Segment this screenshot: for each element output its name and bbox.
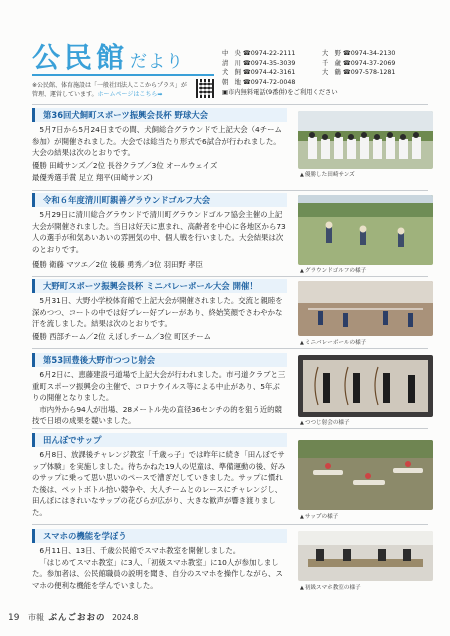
article-result: 優勝 衛藤 マツエ／2位 後藤 勇秀／3位 羽田野 孝臣 <box>32 260 203 270</box>
contact-ono: 大 野 ☎0974-34-2130 <box>322 50 396 57</box>
divider <box>32 524 428 525</box>
divider <box>32 104 428 105</box>
contacts-footnote: ▣市内無料電話(9番併)をご利用ください <box>222 89 338 96</box>
note-text: ※公民館、体育施設は「一般社団法人ここからプラス」が管理、運営しています。 <box>32 82 187 98</box>
photo-caption: ▲グラウンドゴルフの様子 <box>300 268 367 274</box>
article-body <box>32 369 287 427</box>
article-text: 6月8日、放課後チャレンジ教室「千歳っ子」では昨年に続き「田んぼでサップ体験」を実施しました。待ちかねた19人の児童は、準備運動の後、好みのサップに乗って思い思いのペースで漕ぎだしていきました。サップに慣れた後は、ペットボトル拾い競争や、大人チームとのレースにチャレンジし、田んぼにはきれいなサップの花びらが広がり、大きな歓声が響き渡りました。 <box>32 450 286 517</box>
baseball-team-photo <box>298 111 433 169</box>
divider <box>32 190 428 191</box>
article-title: 第53回豊後大野市つつじ射会 <box>32 353 287 367</box>
article-title: スマホの機能を学ぼう <box>32 529 287 543</box>
article-text: 市内外から94人が出場、28メートル先の直径36センチの的を狙う近的競技で日頃の成果を競いました。 <box>32 404 282 426</box>
photo-caption: ▲ミニバレーボールの様子 <box>300 340 367 346</box>
sup-photo <box>298 440 433 510</box>
article-body <box>32 545 287 591</box>
photo-caption: ▲サップの様子 <box>300 514 339 520</box>
title-underline <box>32 74 214 76</box>
magazine-label: 市報 <box>28 613 44 622</box>
homepage-link[interactable]: ホームページはこちら➡ <box>97 91 163 98</box>
smartphone-class-photo <box>298 531 433 581</box>
article-result: 優勝 西部チーム／2位 えぼしチーム／3位 町区チーム <box>32 331 212 341</box>
article-text: 「はじめてスマホ教室」に3人、「初級スマホ教室」に10人が参加しました。参加者は、公民館職員の説明を聞き、自分のスマホを操作しながら、スマホの便利な機能を学んでいました。 <box>32 557 283 590</box>
groundgolf-photo <box>298 195 433 265</box>
newsletter-title <box>32 36 184 76</box>
qr-code-icon[interactable] <box>196 79 215 98</box>
divider <box>32 276 428 277</box>
divider <box>32 348 428 349</box>
magazine-name: ぶんごおおの <box>48 613 106 623</box>
article-text: 6月2日に、恵藤建設弓道場で上記大会が行われました。市弓道クラブと三重町スポーツ振興会の主催で、コロナウイルス等による中止があり、5年ぶりの開催となりました。 <box>32 370 286 403</box>
photo-caption: ▲初級スマホ教室の様子 <box>300 585 361 591</box>
divider <box>32 428 428 429</box>
article-body <box>32 209 287 271</box>
article-title: 田んぼでサップ <box>32 433 287 447</box>
article-title: 大野町スポーツ振興会長杯 ミニバレーボール大会 開催！ <box>32 279 287 293</box>
contact-kiyokawa: 清 川 ☎0974-35-3039 <box>222 59 296 67</box>
contact-chuo: 中 央 ☎0974-22-2111 <box>222 50 296 57</box>
contact-list <box>222 49 427 98</box>
article-title: 令和６年度清川町親善グラウンドゴルフ大会 <box>32 193 287 207</box>
issue-date: 2024.8 <box>112 613 139 622</box>
page-number: 19 <box>8 613 20 623</box>
photo-caption: ▲優勝した田崎サンズ <box>300 172 355 178</box>
contact-inukai: 犬 飼 ☎0974-42-3161 <box>222 69 296 76</box>
article-text: 6月11日、13日、千歳公民館でスマホ教室を開催しました。 <box>39 546 241 555</box>
article-result: 優勝 田崎サンズ／2位 長谷クラブ／3位 オールウェイズ <box>32 160 218 170</box>
management-note <box>32 81 192 99</box>
minivolley-photo <box>298 281 433 336</box>
article-body <box>32 124 287 184</box>
contact-chitose: 千 歳 ☎0974-37-2069 <box>322 59 396 67</box>
page-footer <box>8 611 138 623</box>
contact-asaji: 朝 地 ☎0974-72-0048 <box>222 78 296 86</box>
article-body <box>32 449 287 519</box>
contact-otsuru: 大 鶴 ☎097-578-1281 <box>322 69 396 76</box>
article-result: 最優秀選手賞 足立 翔平(田崎サンズ) <box>32 173 153 183</box>
article-text: 5月7日から5月24日までの間、犬飼総合グラウンドで上記大会（4チーム参加）が開催されました。大会では総当たり形式で6試合が行われました。大会の結果は次のとおりです。 <box>32 125 282 158</box>
article-title: 第36回犬飼町スポーツ振興会長杯 野球大会 <box>32 108 287 122</box>
article-body <box>32 295 287 342</box>
article-text: 5月29日に清川総合グラウンドで清川町グラウンドゴルフ協会主催の上記大会が開催されました。当日は好天に恵まれ、高齢者を中心に各地区から73人の選手が和気あいあいの雰囲気の中、個人戦を行いました。大会結果は次のとおりです。 <box>32 210 286 254</box>
article-text: 5月31日、大野小学校体育館で上記大会が開催されました。交流と親睦を深めつつ、コートの中では好プレー好ブレーがあり、終始笑顔でさわやかな汗を流しました。結果は次のとおりです。 <box>32 296 283 329</box>
title-sub: だより <box>130 52 185 72</box>
photo-caption: ▲つつじ射会の様子 <box>300 420 350 426</box>
title-main: 公民館 <box>32 41 129 74</box>
kyudo-photo <box>298 355 433 417</box>
